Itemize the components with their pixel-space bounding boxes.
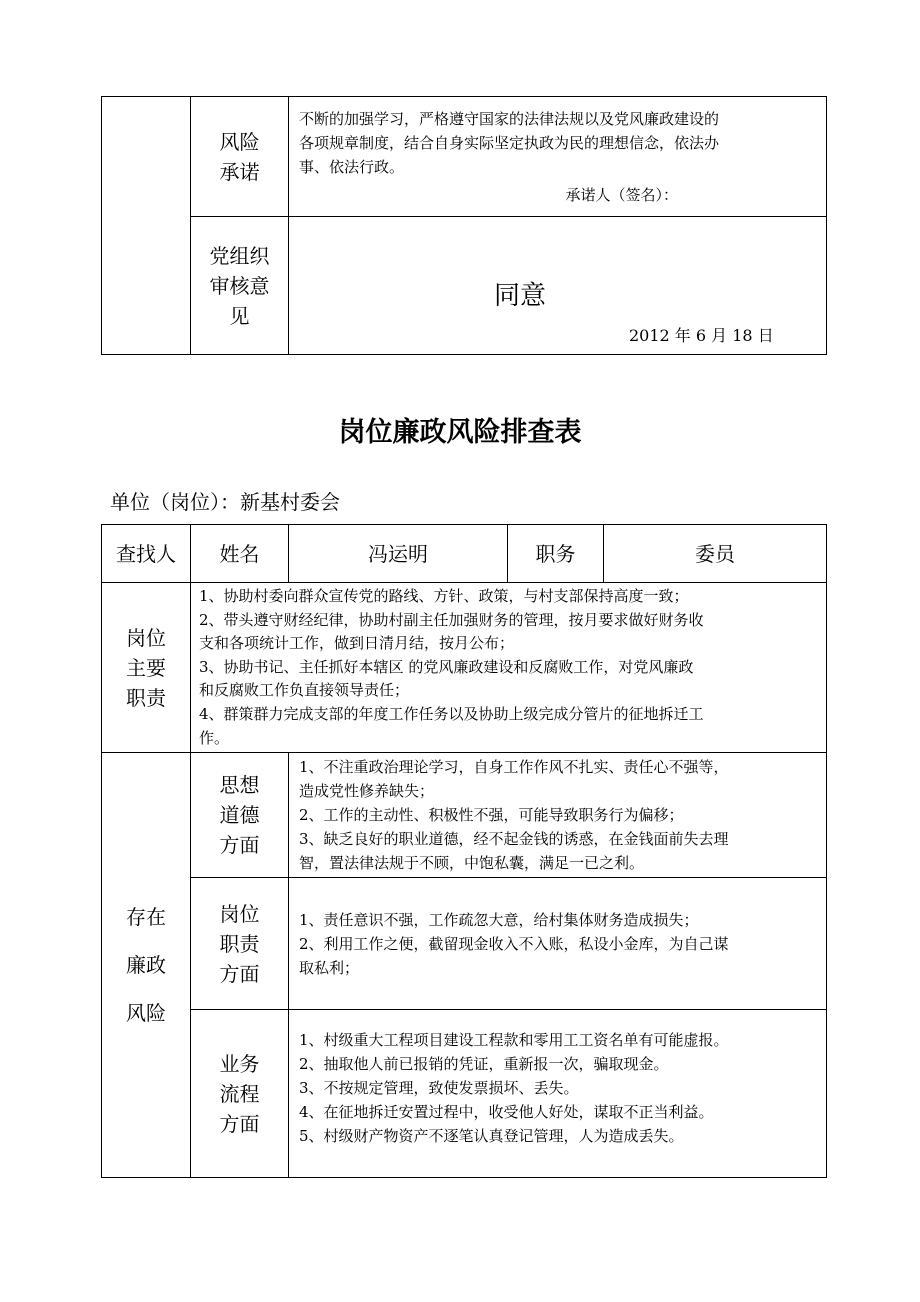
position-label: 职务 (508, 525, 604, 583)
unit-line: 单位（岗位）：新基村委会 (110, 490, 340, 514)
risk-category-text: 1、村级重大工程项目建设工程款和零用工工资名单有可能虚报。 2、抽取他人前已报销的凭证，重新报一次，骗取现金。 3、不按规定管理，致使发票损坏、丢失。 4、在征地拆迁安置过程中，收受他人好处，谋取不正当利益。 5、村级财产物资产不逐笔认真登记管理，人为造成丢失。 (289, 1010, 827, 1178)
signature-line: 承诺人（签名）： (565, 186, 678, 204)
review-opinion: 同意 (494, 281, 547, 311)
commitment-table (101, 96, 827, 355)
risk-category-label: 业务 流程 方面 (191, 1010, 289, 1178)
risk-category-text: 1、责任意识不强，工作疏忽大意，给村集体财务造成损失； 2、利用工作之便，截留现金收入不入账，私设小金库，为自己谋 取私利； (289, 878, 827, 1010)
duties-label: 岗位 主要 职责 (102, 583, 191, 753)
risk-category-text: 1、不注重政治理论学习，自身工作作风不扎实、责任心不强等， 造成党性修养缺失； 2、工作的主动性、积极性不强，可能导致职务行为偏移； 3、缺乏良好的职业道德，经不起金钱的诱惑，在金钱面前失去理 智，置法律法规于不顾，中饱私囊，满足一已之利。 (289, 753, 827, 878)
risk-table (101, 524, 827, 1178)
risk-category-label: 岗位 职责 方面 (191, 878, 289, 1010)
review-cell (289, 217, 827, 355)
review-label: 党组织 审核意 见 (191, 217, 289, 355)
finder-label: 查找人 (102, 525, 191, 583)
name-label: 姓名 (191, 525, 289, 583)
risk-category-label: 思想 道德 方面 (191, 753, 289, 878)
name-value: 冯运明 (289, 525, 508, 583)
page-title: 岗位廉政风险排查表 (338, 417, 582, 448)
duties-text: 1、协助村委向群众宣传党的路线、方针、政策，与村支部保持高度一致； 2、带头遵守财经纪律，协助村副主任加强财务的管理，按月要求做好财务收 支和各项统计工作，做到日清月结，按月公布； 3、协助书记、主任抓好本辖区 的党风廉政建设和反腐败工作，对党风廉政 和反腐败工作负直接领导责任； 4、群策群力完成支部的年度工作任务以及协助上级完成分管片的征地拆迁工 作。 (191, 583, 827, 753)
commitment-text: 不断的加强学习，严格遵守国家的法律法规以及党风廉政建设的 各项规章制度，结合自身实际坚定执政为民的理想信念，依法办 事、依法行政。 承诺人（签名）： (289, 97, 827, 217)
position-value: 委员 (604, 525, 827, 583)
review-date: 2012 年 6 月 18 日 (629, 326, 774, 345)
blank-cell (102, 97, 191, 355)
commitment-label: 风险 承诺 (191, 97, 289, 217)
risks-label: 存在 廉政 风险 (102, 753, 191, 1178)
